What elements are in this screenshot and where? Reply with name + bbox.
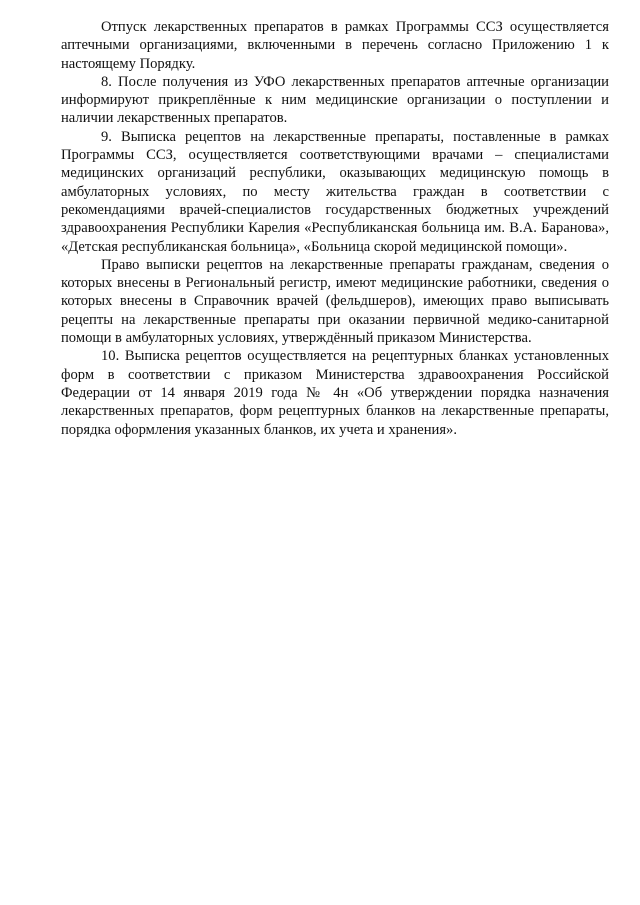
paragraph-item-8: 8. После получения из УФО лекарственных препаратов аптечные организации информируют прикреплённые к ним медицинские организации о поступлении и наличии лекарственных препаратов. xyxy=(61,73,609,127)
paragraph-item-9: 9. Выписка рецептов на лекарственные препараты, поставленные в рамках Программы ССЗ, осуществляется соответствующими врачами – специалистами медицинских организаций республики, оказывающих медицинскую помощь в амбулаторных условиях, по месту жительства граждан в соответствии с рекомендациями врачей-специалистов государственных бюджетных учреждений здравоохранения Республики Карелия «Республиканская больница им. В.А. Баранова», «Детская республиканская больница», «Больница скорой медицинской помощи». xyxy=(61,128,609,255)
paragraph-pharmacy-dispensing: Отпуск лекарственных препаратов в рамках Программы ССЗ осуществляется аптечными организациями, включенными в перечень согласно Приложению 1 к настоящему Порядку. xyxy=(61,19,609,72)
document-body xyxy=(61,18,609,439)
paragraph-prescription-rights: Право выписки рецептов на лекарственные препараты гражданам, сведения о которых внесены в Региональный регистр, имеют медицинские работники, сведения о которых внесены в Справочник врачей (фельдшеров), имеющих право выписывать рецепты на лекарственные препараты при оказании первичной медико-санитарной помощи в амбулаторных условиях, утверждённый приказом Министерства. xyxy=(61,256,609,347)
paragraph-item-10: 10. Выписка рецептов осуществляется на рецептурных бланках установленных форм в соответствии с приказом Министерства здравоохранения Российской Федерации от 14 января 2019 года № 4н «Об утверждении порядка назначения лекарственных препаратов, форм рецептурных бланков на лекарственные препараты, порядка оформления указанных бланков, их учета и хранения». xyxy=(61,348,609,438)
